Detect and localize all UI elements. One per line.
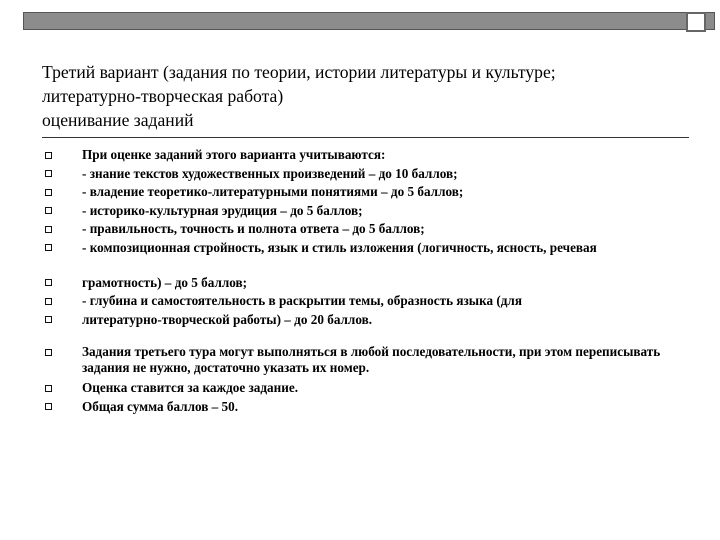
list-item-text: - глубина и самостоятельность в раскрытии темы, образность языка (для (82, 293, 522, 308)
list-item-text: литературно-творческой работы) – до 20 баллов. (82, 311, 373, 327)
square-bullet-icon (45, 316, 52, 323)
list-item (42, 166, 702, 185)
square-bullet-icon (45, 244, 52, 251)
list-item-text: - композиционная стройность, язык и стиль изложения (логичность, ясность, речевая (82, 239, 597, 255)
bullet-list (42, 147, 702, 417)
title-divider (42, 137, 689, 138)
square-bullet-icon (45, 403, 52, 410)
square-bullet-icon (45, 170, 52, 177)
square-bullet-icon (45, 226, 52, 233)
list-item-text: Задания третьего тура могут выполняться в любой последовательности, при этом переписывать задания не нужно, достаточно указать их номер. (82, 344, 661, 375)
title-line-1: Третий вариант (задания по теории, истории литературы и культуре; (42, 62, 556, 82)
square-bullet-icon (45, 349, 52, 356)
square-bullet-icon (45, 189, 52, 196)
list-item-text: - историко-культурная эрудиция – до 5 баллов; (82, 202, 363, 218)
title-line-3: оценивание заданий (42, 110, 194, 130)
list-item (42, 184, 702, 203)
list-item (42, 221, 702, 240)
list-item-text: Общая сумма баллов – 50. (82, 398, 239, 414)
title-line-2: литературно-творческая работа) (42, 86, 284, 106)
list-item (42, 275, 702, 294)
list-item (42, 380, 702, 399)
list-item (42, 240, 702, 275)
square-bullet-icon (45, 207, 52, 214)
square-bullet-icon (45, 279, 52, 286)
square-bullet-icon (45, 298, 52, 305)
list-item-text: - правильность, точность и полнота ответа – до 5 баллов; (82, 221, 425, 236)
square-bullet-icon (45, 152, 52, 159)
slide-title (42, 60, 702, 132)
list-item (42, 344, 702, 380)
list-item (42, 399, 702, 418)
list-item (42, 293, 702, 312)
list-item (42, 147, 702, 166)
list-item-text: Оценка ставится за каждое задание. (82, 380, 298, 395)
list-item-text: - знание текстов художественных произведений – до 10 баллов; (82, 165, 458, 181)
list-item-text: грамотность) – до 5 баллов; (82, 274, 248, 290)
list-item-text: - владение теоретико-литературными понятиями – до 5 баллов; (82, 184, 464, 199)
slide-corner-square (686, 12, 706, 32)
list-item (42, 312, 702, 331)
square-bullet-icon (45, 385, 52, 392)
list-item (42, 203, 702, 222)
slide-top-bar (23, 12, 715, 30)
list-item-text: При оценке заданий этого варианта учитываются: (82, 147, 386, 162)
